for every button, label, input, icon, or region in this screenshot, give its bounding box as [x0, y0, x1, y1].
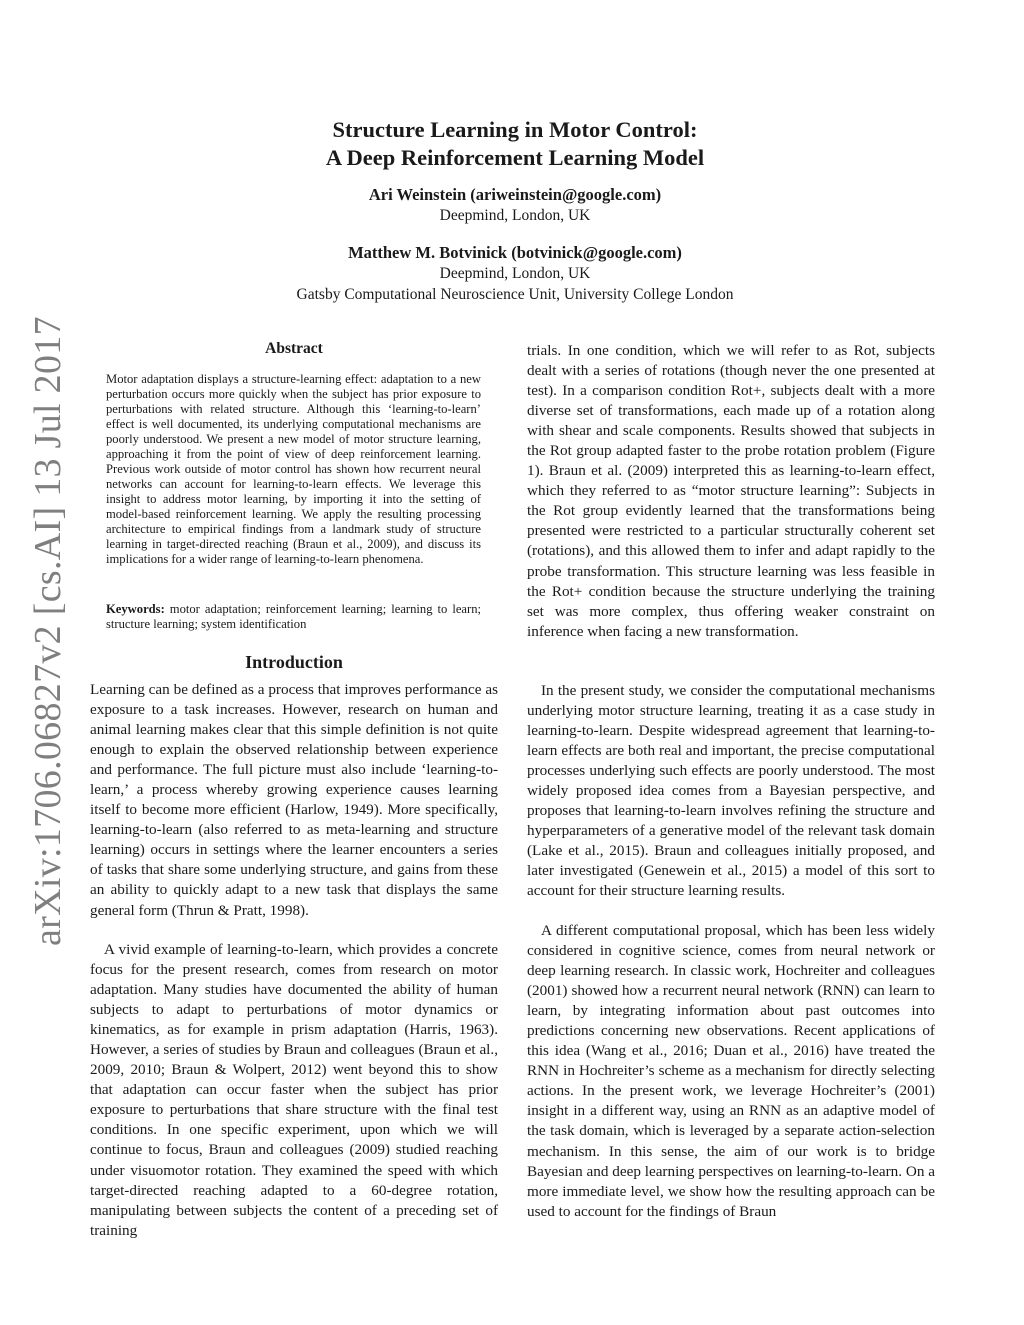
- abstract-text: Motor adaptation displays a structure-learning effect: adaptation to a new perturbation occurs more quickly when the subject has prior exposure to perturbations with related structure. Although this ‘learning-to-learn’ effect is well documented, its underlying computational mechanisms are poorly understood. We present a new model of motor structure learning, approaching it from the point of view of deep reinforcement learning. Previous work outside of motor control has shown how recurrent neural networks can account for learning-to-learn effects. We leverage this insight to address motor learning, by importing it into the setting of model-based reinforcement learning. We apply the resulting processing architecture to empirical findings from a landmark study of structure learning in target-directed reaching (Braun et al., 2009), and discuss its implications for a wider range of learning-to-learn phenomena.: [106, 372, 481, 566]
- author-2-affiliation-1: Deepmind, London, UK: [439, 265, 591, 282]
- abstract-heading: Abstract: [265, 340, 323, 357]
- author-2-affiliation-2: Gatsby Computational Neuroscience Unit, University College London: [296, 286, 734, 303]
- paper-title: [190, 116, 840, 172]
- author-2-name: Matthew M. Botvinick (botvinick@google.com): [348, 243, 682, 262]
- intro-paragraph-1: Learning can be defined as a process that improves performance as exposure to a task increases. However, research on human and animal learning makes clear that this simple definition is not quite enough to explain the observed relationship between experience and performance. The full picture must also include ‘learning-to-learn,’ a process whereby growing experience causes learning itself to become more efficient (Harlow, 1949). More specifically, learning-to-learn (also referred to as meta-learning and structure learning) occurs in settings where the learner encounters a series of tasks that share some underlying structure, and gains from these an ability to quickly adapt to a new task that displays the same general form (Thrun & Pratt, 1998).: [90, 681, 498, 919]
- arxiv-stamp: arXiv:1706.06827v2 [cs.AI] 13 Jul 2017: [27, 316, 69, 946]
- title-line-2: A Deep Reinforcement Learning Model: [325, 145, 705, 170]
- intro-paragraph-4: In the present study, we consider the computational mechanisms underlying motor structure learning, treating it as a case study in learning-to-learn. Despite widespread agreement that learning-to-learn effects are both real and important, the precise computational processes underlying such effects are poorly understood. The most widely proposed idea comes from a Bayesian perspective, and proposes that learning-to-learn involves refining the structure and hyperparameters of a generative model of the relevant task domain (Lake et al., 2015). Braun and colleagues initially proposed, and later investigated (Genewein et al., 2015) a model of this sort to account for their structure learning results.: [527, 682, 935, 900]
- intro-paragraph-3: trials. In one condition, which we will refer to as Rot, subjects dealt with a series of rotations (though never the one presented at test). In a comparison condition Rot+, subjects dealt with a more diverse set of transformations, each made up of a rotation along with shear and scale components. Results showed that subjects in the Rot group adapted faster to the probe rotation problem (Figure 1). Braun et al. (2009) interpreted this as learning-to-learn effect, which they referred to as “motor structure learning”: Subjects in the Rot group evidently learned that the transformations being presented were restricted to a particular structurally coherent set (rotations), and this allowed them to infer and adapt rapidly to the probe transformation. This structure learning was less feasible in the Rot+ condition because the structure underlying the training set was more complex, thus offering weaker constraint on inference when facing a new transformation.: [527, 342, 935, 640]
- keywords: [106, 602, 481, 632]
- author-1-affiliation: Deepmind, London, UK: [439, 207, 591, 224]
- keywords-label: Keywords:: [106, 602, 165, 616]
- keywords-text: motor adaptation; reinforcement learning; learning to learn; structure learning; system identification: [106, 602, 481, 631]
- intro-paragraph-5: A different computational proposal, which has been less widely considered in cognitive science, comes from neural network or deep learning research. In classic work, Hochreiter and colleagues (2001) showed how a recurrent neural network (RNN) can learn to learn, by integrating information about past outcomes into predictions concerning new observations. Recent applications of this idea (Wang et al., 2016; Duan et al., 2016) have treated the RNN in Hochreiter’s scheme as a mechanism for directly selecting actions. In the present work, we leverage Hochreiter’s (2001) insight in a different way, using an RNN as an adaptive model of the task domain, which is leveraged by a separate action-selection mechanism. In this sense, the aim of our work is to bridge Bayesian and deep learning perspectives on learning-to-learn. On a more immediate level, we show how the resulting approach can be used to account for the findings of Braun: [527, 922, 935, 1220]
- intro-paragraph-2: A vivid example of learning-to-learn, which provides a concrete focus for the present research, comes from research on motor adaptation. Many studies have documented the ability of human subjects to adapt to perturbations of motor dynamics or kinematics, as for example in prism adaptation (Harris, 1963). However, a series of studies by Braun and colleagues (Braun et al., 2009, 2010; Braun & Wolpert, 2012) went beyond this to show that adaptation can occur faster when the subject has prior exposure to perturbations that share structure with the final test conditions. In one specific experiment, upon which we will continue to focus, Braun and colleagues (2009) studied reaching under visuomotor rotation. They examined the speed with which target-directed reaching adapted to a 60-degree rotation, manipulating between subjects the content of a preceding set of training: [90, 941, 498, 1239]
- author-1-name: Ari Weinstein (ariweinstein@google.com): [368, 185, 662, 204]
- introduction-heading: Introduction: [245, 652, 343, 672]
- title-line-1: Structure Learning in Motor Control:: [332, 117, 698, 142]
